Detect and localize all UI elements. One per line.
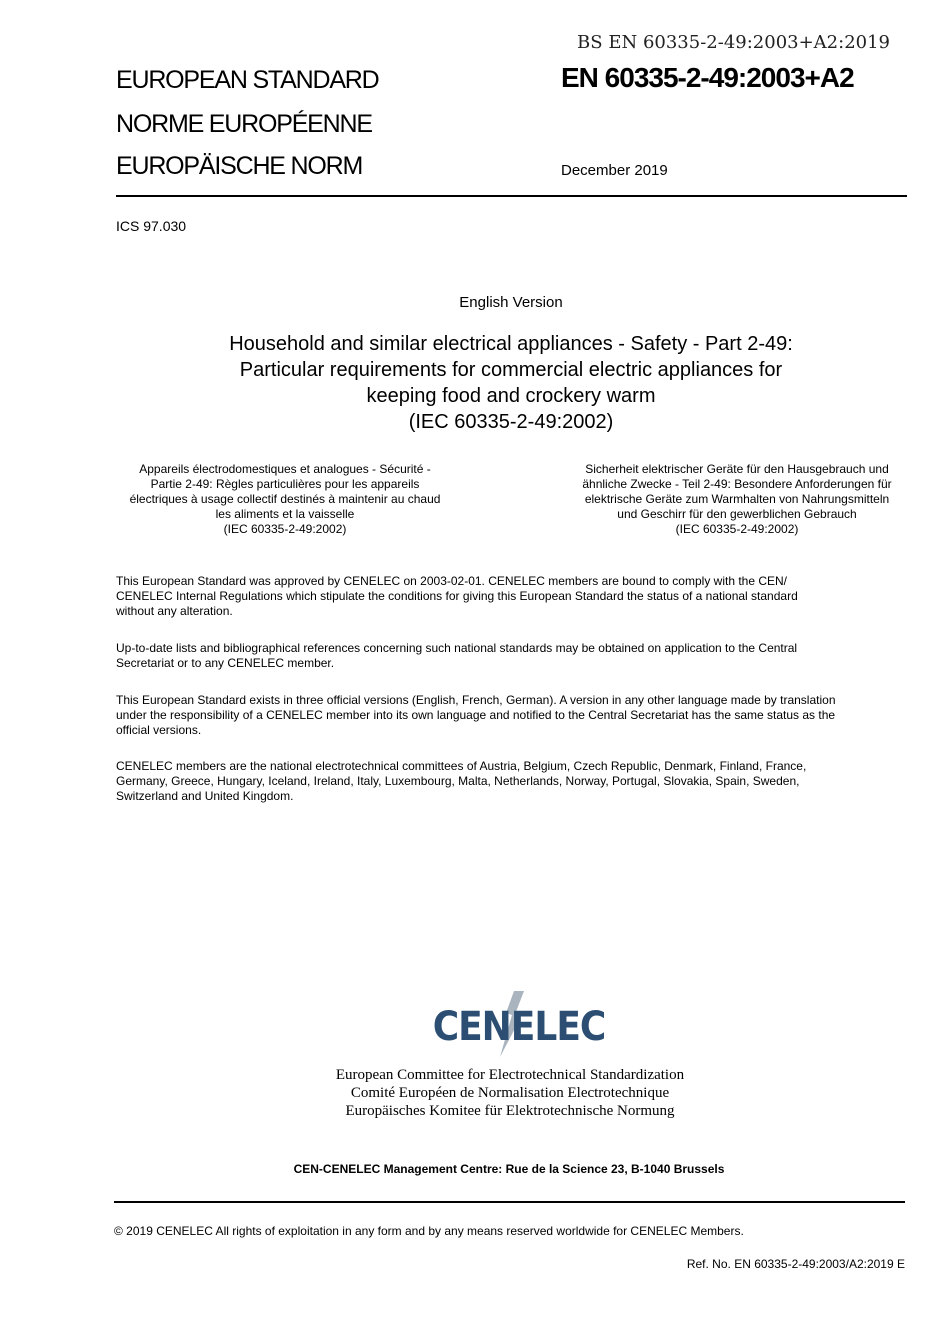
committee-name-en: European Committee for Electrotechnical Standardization bbox=[335, 1067, 685, 1083]
title-line: (IEC 60335-2-49:2002) bbox=[408, 411, 614, 433]
title-line: keeping food and crockery warm bbox=[366, 385, 656, 407]
title-line: Household and similar electrical appliances - Safety - Part 2-49: bbox=[229, 333, 793, 355]
german-title-line: ähnliche Zwecke - Teil 2-49: Besondere Anforderungen für bbox=[582, 477, 892, 491]
english-title bbox=[150, 331, 872, 435]
paragraph-line: CENELEC members are the national electrotechnical committees of Austria, Belgium, Czech Republic, Denmark, Finland, France, bbox=[116, 759, 807, 773]
german-title-line: und Geschirr für den gewerblichen Gebrauch bbox=[617, 507, 857, 521]
paragraph-line: CENELEC Internal Regulations which stipulate the conditions for giving this European Standard the status of a national standard bbox=[116, 589, 798, 603]
german-title-line: (IEC 60335-2-49:2002) bbox=[675, 522, 799, 536]
language-version: English Version bbox=[459, 294, 563, 311]
footer-divider bbox=[114, 1201, 905, 1203]
committee-name-de: Europäisches Komitee für Elektrotechnische Normung bbox=[345, 1103, 675, 1119]
label-european-standard: EUROPEAN STANDARD bbox=[116, 66, 379, 94]
cenelec-logo bbox=[434, 985, 604, 1065]
management-centre-address: CEN-CENELEC Management Centre: Rue de la Science 23, B-1040 Brussels bbox=[293, 1162, 725, 1176]
german-title-line: Sicherheit elektrischer Geräte für den Hausgebrauch und bbox=[585, 462, 889, 476]
ics-code: ICS 97.030 bbox=[116, 218, 187, 234]
copyright-notice: © 2019 CENELEC All rights of exploitation in any form and by any means reserved worldwide for CENELEC Members. bbox=[114, 1224, 744, 1238]
german-title bbox=[562, 462, 912, 537]
french-title-line: (IEC 60335-2-49:2002) bbox=[223, 522, 347, 536]
title-line: Particular requirements for commercial electric appliances for bbox=[239, 359, 783, 381]
paragraph-line: Secretariat or to any CENELEC member. bbox=[116, 656, 335, 670]
paragraph-line: This European Standard was approved by CENELEC on 2003-02-01. CENELEC members are bound to comply with the CEN/ bbox=[116, 574, 788, 588]
label-norme-europeenne: NORME EUROPÉENNE bbox=[116, 110, 372, 138]
publication-date: December 2019 bbox=[561, 162, 668, 179]
label-europaische-norm: EUROPÄISCHE NORM bbox=[116, 152, 363, 180]
bs-reference: BS EN 60335-2-49:2003+A2:2019 bbox=[577, 32, 890, 53]
versions-paragraph bbox=[116, 693, 906, 738]
french-title-line: Appareils électrodomestiques et analogues - Sécurité - bbox=[139, 462, 431, 476]
paragraph-line: This European Standard exists in three official versions (English, French, German). A version in any other language made by translation bbox=[116, 693, 836, 707]
french-title-line: électriques à usage collectif destinés à maintenir au chaud bbox=[129, 492, 441, 506]
paragraph-line: without any alteration. bbox=[116, 604, 233, 618]
references-paragraph bbox=[116, 641, 906, 671]
paragraph-line: Up-to-date lists and bibliographical references concerning such national standards may be obtained on application to the Central bbox=[116, 641, 798, 655]
paragraph-line: Switzerland and United Kingdom. bbox=[116, 789, 294, 803]
header-divider bbox=[116, 195, 907, 197]
german-title-line: elektrische Geräte zum Warmhalten von Nahrungsmitteln bbox=[584, 492, 890, 506]
cenelec-logo-text: CENELEC bbox=[434, 1004, 604, 1050]
members-paragraph bbox=[116, 759, 906, 804]
french-title bbox=[110, 462, 460, 537]
paragraph-line: official versions. bbox=[116, 723, 202, 737]
committee-names bbox=[200, 1066, 820, 1120]
french-title-line: les aliments et la vaisselle bbox=[215, 507, 355, 521]
standard-number: EN 60335-2-49:2003+A2 bbox=[561, 62, 854, 93]
paragraph-line: Germany, Greece, Hungary, Iceland, Ireland, Italy, Luxembourg, Malta, Netherlands, Norway, Portugal, Slovakia, Spain, Sweden, bbox=[116, 774, 800, 788]
approval-paragraph bbox=[116, 574, 906, 619]
committee-name-fr: Comité Européen de Normalisation Electrotechnique bbox=[350, 1085, 670, 1101]
paragraph-line: under the responsibility of a CENELEC member into its own language and notified to the Central Secretariat has the same status as the bbox=[116, 708, 836, 722]
reference-number: Ref. No. EN 60335-2-49:2003/A2:2019 E bbox=[686, 1257, 905, 1271]
french-title-line: Partie 2-49: Règles particulières pour les appareils bbox=[150, 477, 420, 491]
cenelec-logo-graphic bbox=[434, 985, 604, 1065]
